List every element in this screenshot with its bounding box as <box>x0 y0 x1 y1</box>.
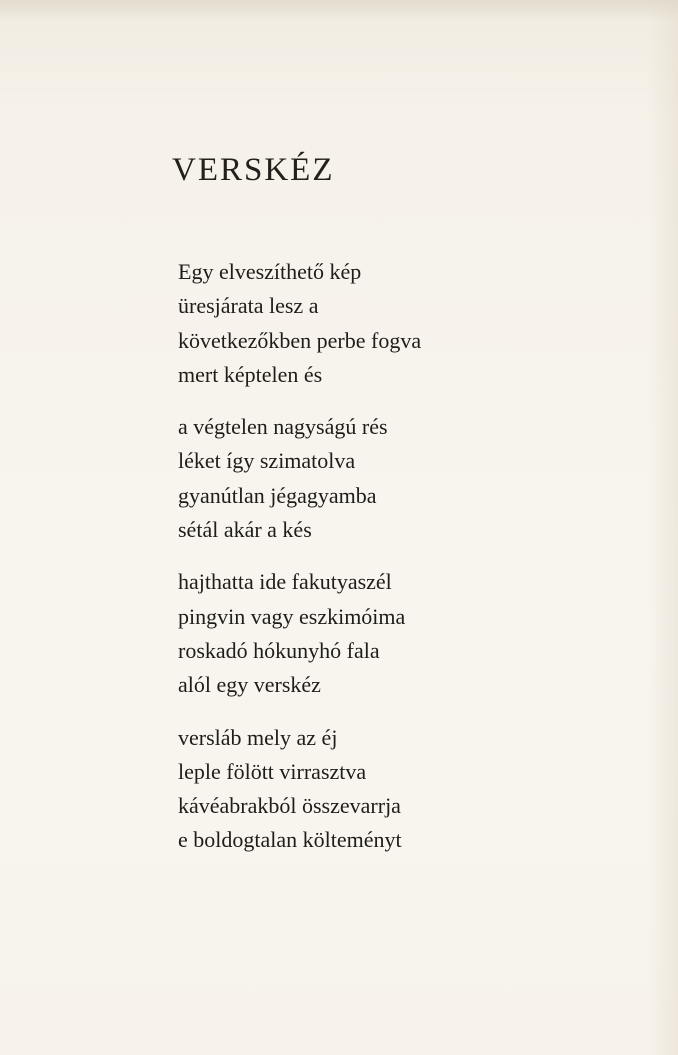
poem-line: következőkben perbe fogva <box>178 327 422 353</box>
poem-line: leple fölött virrasztva <box>178 758 367 784</box>
stanza-2 <box>178 410 421 547</box>
poem-line: a végtelen nagyságú rés <box>178 414 388 440</box>
poem-line: sétál akár a kés <box>178 517 312 543</box>
poem-line: versláb mely az éj <box>178 724 338 750</box>
poem-line: e boldogtalan költeményt <box>178 827 402 853</box>
poem-line: gyanútlan jégagyamba <box>178 482 377 508</box>
poem-line: léket így szimatolva <box>178 448 356 474</box>
poem-line: mert képtelen és <box>178 361 323 387</box>
poem-line: roskadó hókunyhó fala <box>178 637 380 663</box>
poem-line: üresjárata lesz a <box>178 293 319 319</box>
page-top-shadow <box>0 0 678 22</box>
stanza-3 <box>178 565 421 702</box>
poem-line: pingvin vagy eszkimóima <box>178 603 406 629</box>
poem-line: kávéabrakból összevarrja <box>178 793 401 819</box>
stanza-4 <box>178 721 421 858</box>
poem-title: VERSKÉZ <box>172 152 335 188</box>
poem-line: hajthatta ide fakutyaszél <box>178 569 392 595</box>
poem-body <box>178 255 421 876</box>
poem-line: Egy elveszíthető kép <box>178 259 362 284</box>
stanza-1 <box>178 255 421 392</box>
poem-line: alól egy verskéz <box>178 672 321 698</box>
page-right-shadow <box>648 0 678 1055</box>
